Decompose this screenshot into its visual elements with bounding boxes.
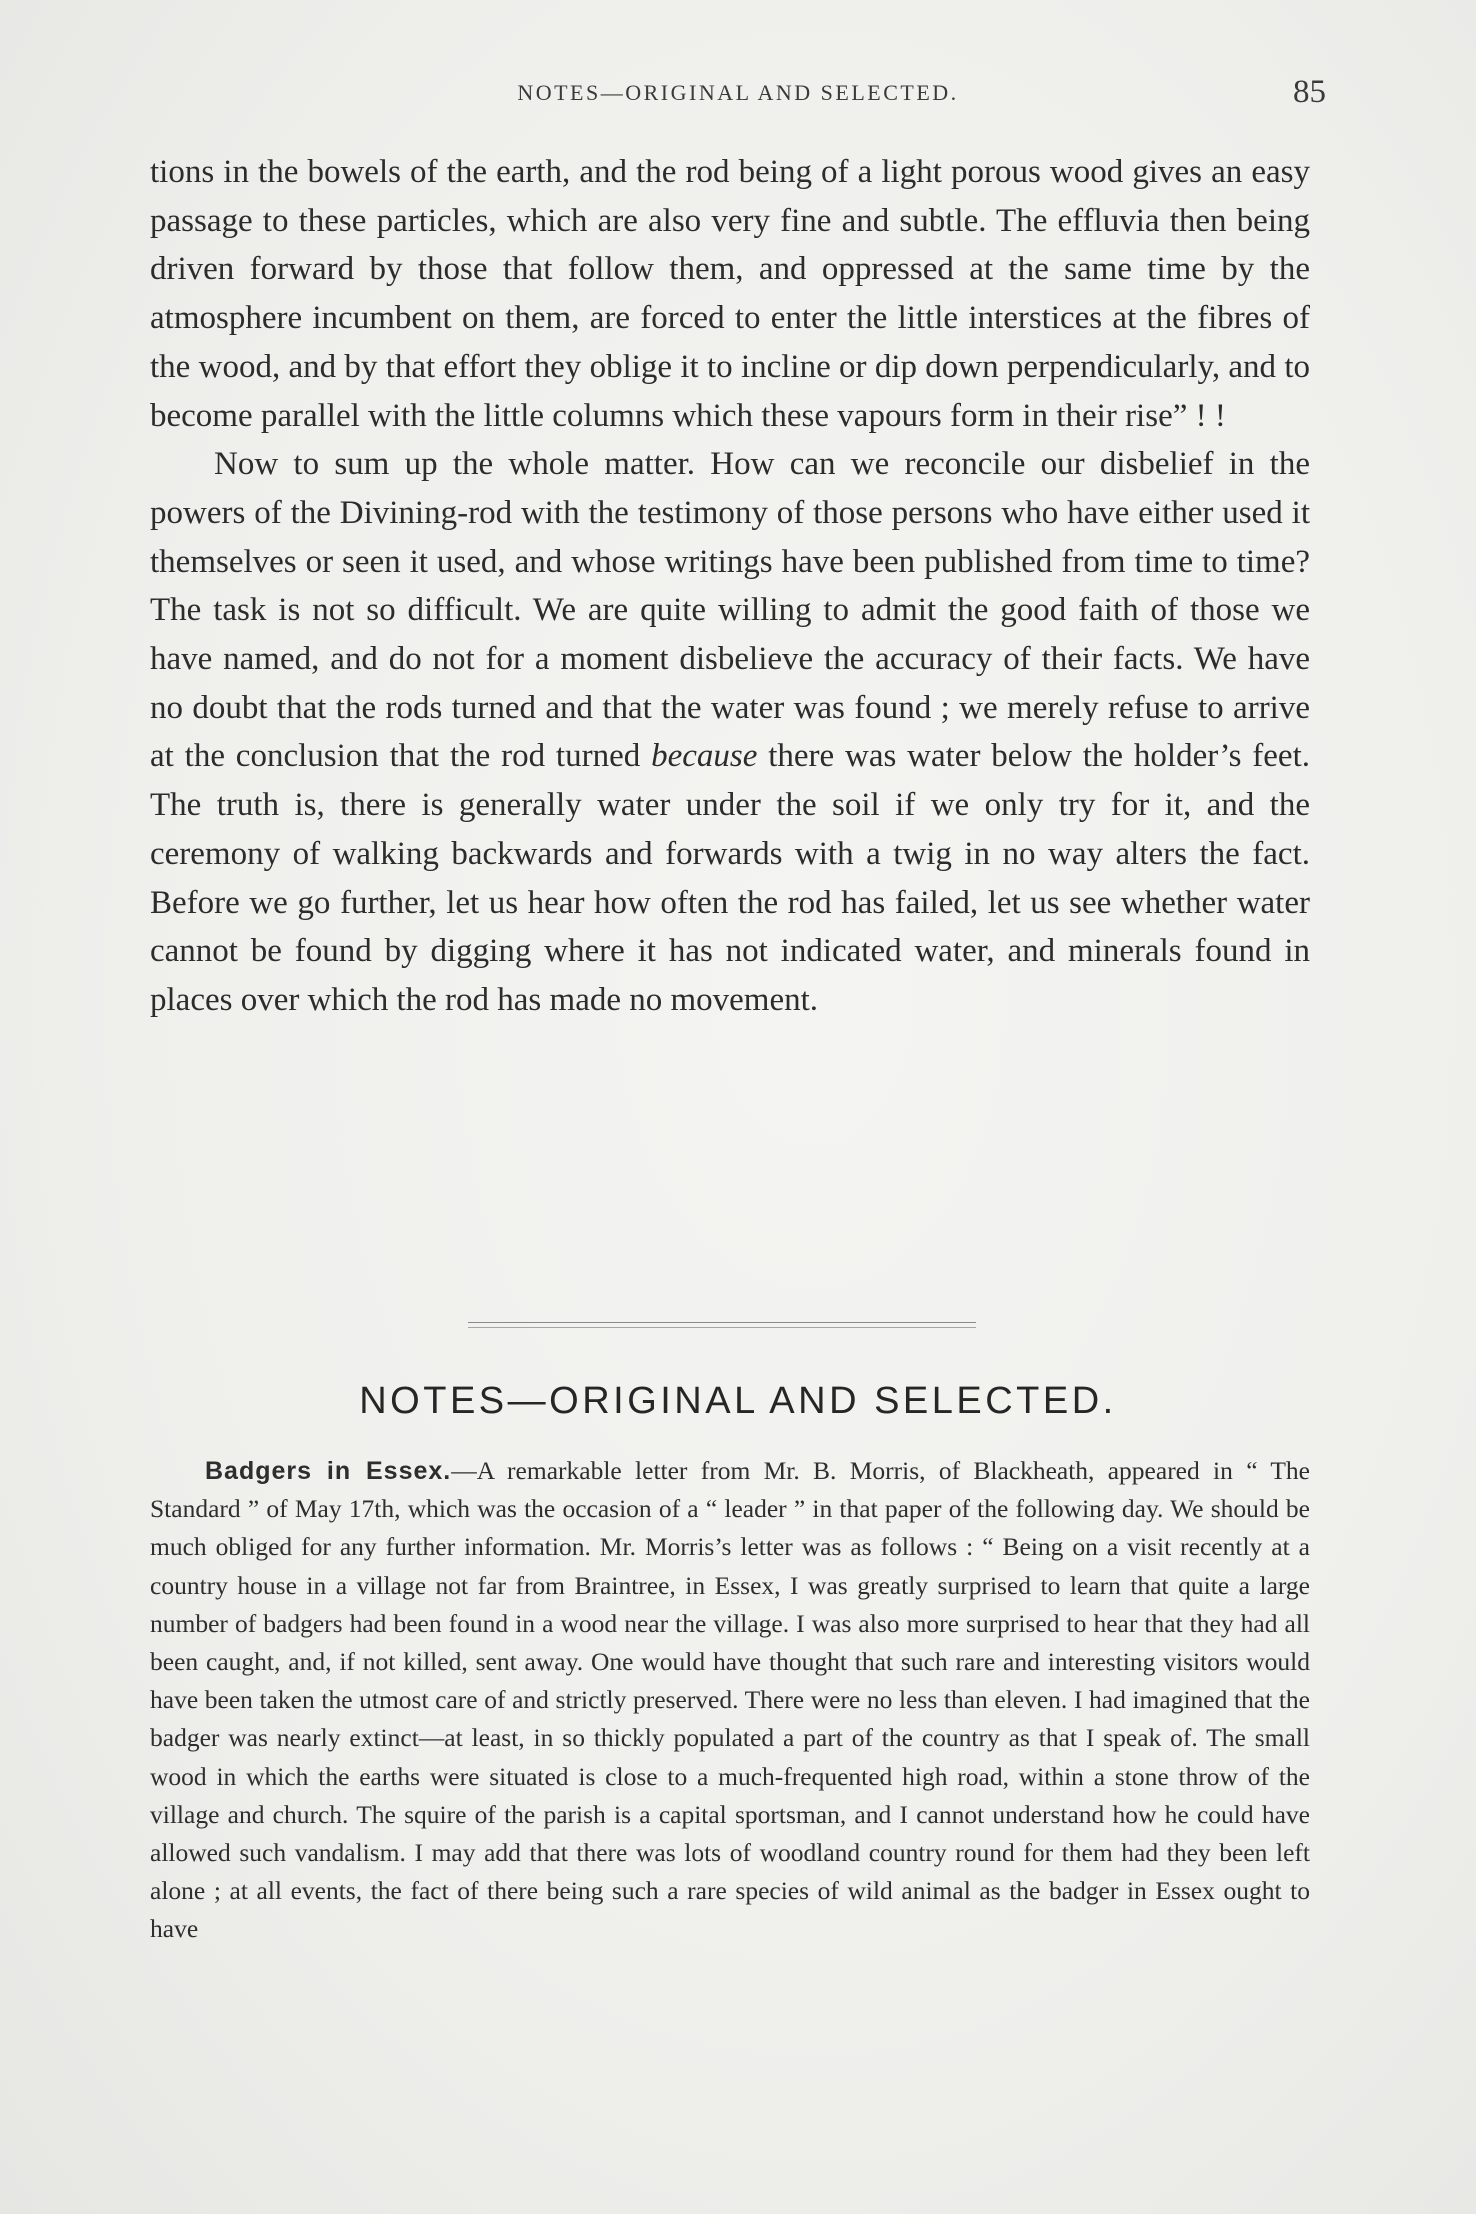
running-head [150,74,1326,114]
page-number: 85 [1293,74,1326,110]
notes-body [150,1452,1310,1949]
section-heading: NOTES—ORIGINAL AND SELECTED. [359,1380,1117,1422]
article-paragraph-2 [150,440,1310,1024]
running-title: NOTES—ORIGINAL AND SELECTED. [517,80,959,105]
paragraph-2-text-start: Now to sum up the whole matter. How can we reconcile our disbelief in the powers of the Divining-rod with the testimony of those persons who have either used it themselves or seen it used, and whose writings have been published from time to time? The task is not so difficult. We are quite willing to admit the good faith of those we have named, and do not for a moment disbelieve the accuracy of their facts. We have no doubt that the rods turned and that the water was found ; we merely refuse to arrive at the conclusion that the rod turned [150,446,1310,775]
note-title: Badgers in Essex. [205,1457,452,1485]
italic-word: because [651,738,758,775]
note-paragraph [150,1452,1310,1949]
section-divider [468,1322,976,1328]
article-paragraph-1: tions in the bowels of the earth, and the rod being of a light porous wood gives an easy passage to these particles, which are also very fine and subtle. The effluvia then being driven forward by those that follow them, and oppressed at the same time by the atmosphere incumbent on them, are forced to enter the little interstices at the fibres of the wood, and by that effort they oblige it to incline or dip down perpendicularly, and to become parallel with the little columns which these vapours form in their rise” ! ! [150,154,1310,434]
article-body [150,148,1310,1025]
paragraph-2-text-end: there was water below the holder’s feet. The truth is, there is generally water under the soil if we only try for it, and the ceremony of walking backwards and forwards with a twig in no way alters the fact. Before we go further, let us hear how often the rod has failed, let us see whether water cannot be found by digging where it has not indicated water, and minerals found in places over which the rod has made no movement. [150,738,1311,1018]
note-text: —A remarkable letter from Mr. B. Morris, of Blackheath, appeared in “ The Standard ” of May 17th, which was the occasion of a “ leader ” in that paper of the following day. We should be much obliged for any further information. Mr. Morris’s letter was as follows : “ Being on a visit recently at a country house in a village not far from Braintree, in Essex, I was greatly surprised to learn that quite a large number of badgers had been found in a wood near the village. I was also more surprised to hear that they had all been caught, and, if not killed, sent away. One would have thought that such rare and interesting visitors would have been taken the utmost care of and strictly preserved. There were no less than eleven. I had imagined that the badger was nearly extinct—at least, in so thickly populated a part of the country as that I speak of. The small wood in which the earths were situated is close to a much-frequented high road, within a stone throw of the village and church. The squire of the parish is a capital sportsman, and I cannot understand how he could have allowed such vandalism. I may add that there was lots of woodland country round for them had they been left alone ; at all events, the fact of there being such a rare species of wild animal as the badger in Essex ought to have [150,1456,1311,1944]
